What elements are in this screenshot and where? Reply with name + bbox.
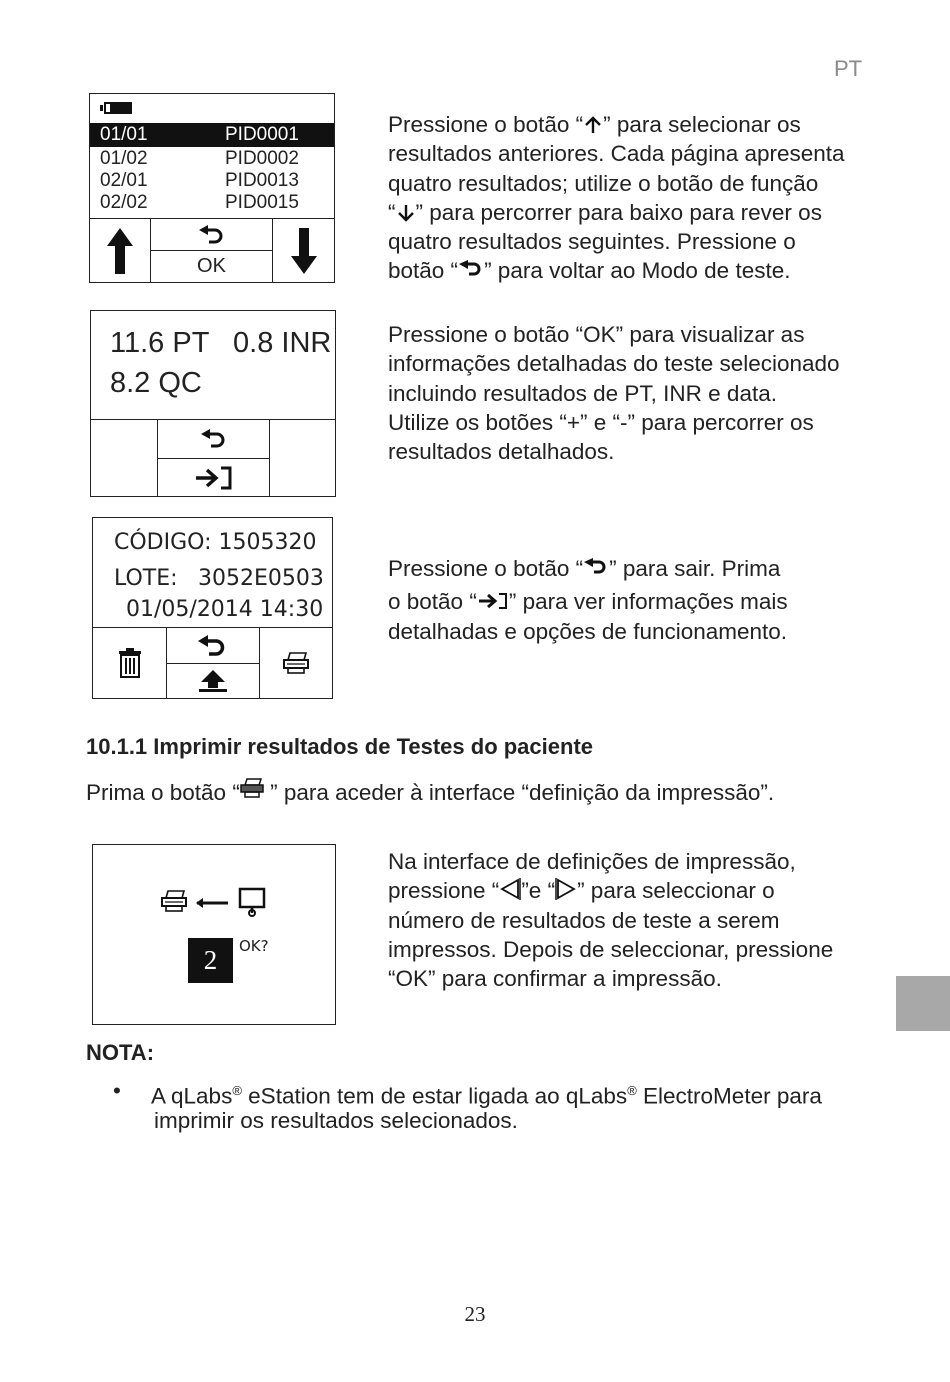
row-date: 02/01 <box>100 170 148 191</box>
arrow-down-icon <box>396 204 416 222</box>
list-item-selected[interactable] <box>90 123 334 147</box>
row-date: 02/02 <box>100 192 148 213</box>
enter-button[interactable] <box>157 458 270 497</box>
return-button[interactable] <box>157 419 270 459</box>
row-pid: PID0002 <box>225 148 299 169</box>
arrow-left-icon <box>195 898 229 908</box>
return-icon <box>583 558 609 576</box>
note-line-2: imprimir os resultados selecionados. <box>154 1108 518 1133</box>
pt-inr-readout: 11.6 PT 0.8 INR <box>110 327 332 359</box>
printer-icon <box>240 778 264 798</box>
triangle-right-icon <box>555 878 577 900</box>
row-pid: PID0013 <box>225 170 299 191</box>
empty-softkey-left <box>90 419 158 497</box>
code-line: CÓDIGO: 1505320 <box>114 530 317 555</box>
arrow-down-button[interactable] <box>272 218 335 283</box>
lot-value: 3052E0503 <box>198 566 324 591</box>
empty-softkey-right <box>269 419 336 497</box>
return-icon <box>196 635 230 657</box>
instruction-detail: Pressione o botão “OK” para visualizar as informações detalhadas do teste selecionado incluindo resultados de PT, INR e data. Utilize os botões “+” e “-” para percorrer os resultados detalhados. <box>388 322 840 465</box>
note-label: NOTA: <box>86 1040 155 1065</box>
print-button[interactable] <box>259 627 333 699</box>
arrow-up-icon <box>583 116 603 134</box>
list-item[interactable] <box>90 170 334 192</box>
row-date: 01/02 <box>100 148 148 169</box>
qc-readout: 8.2 QC <box>110 367 202 399</box>
arrow-down-icon <box>289 226 319 276</box>
enter-icon <box>477 592 509 610</box>
screen-code-lot <box>92 517 333 699</box>
print-count-value: 2 <box>203 945 218 975</box>
language-tag: PT <box>834 56 863 81</box>
arrow-up-button[interactable] <box>89 218 151 283</box>
row-date: 01/01 <box>100 124 148 145</box>
triangle-left-icon <box>499 878 521 900</box>
instruction-exit: Pressione o botão “ ” para sair. Prima o botão “ ” para ver informações mais detalhadas e opções de funcionamento. <box>388 556 788 644</box>
row-pid: PID0015 <box>225 192 299 213</box>
instruction-navigate: Pressione o botão “ ” para selecionar os resultados anteriores. Cada página apresenta quatro resultados; utilize o botão de função “ ” para percorrer para baixo para rever os quatro resultados seguintes. Pressione o botão “ ” para voltar ao Modo de teste. <box>388 112 845 284</box>
monitor-icon <box>238 887 266 917</box>
battery-icon <box>100 102 134 114</box>
upload-icon <box>196 669 230 693</box>
return-icon <box>199 429 229 449</box>
delete-button[interactable] <box>92 627 167 699</box>
return-icon <box>458 260 484 278</box>
arrow-up-icon <box>105 226 135 276</box>
upload-button[interactable] <box>166 663 260 699</box>
screen-print-settings <box>92 844 336 1025</box>
test-datetime: 01/05/2014 14:30 <box>126 597 324 622</box>
instruction-print: Na interface de definições de impressão, pressione “ ”e “ ” para seleccionar o número de resultados de teste a serem impressos. Depois de seleccionar, pressione “OK” para confirmar a impressão. <box>388 849 834 992</box>
row-pid: PID0001 <box>225 124 299 145</box>
ok-button[interactable] <box>150 250 273 283</box>
return-button[interactable] <box>150 218 273 251</box>
screen-test-detail <box>90 310 336 497</box>
ok-label: OK <box>197 255 226 277</box>
list-item[interactable] <box>90 148 334 170</box>
section-intro: Prima o botão “ ” para aceder à interface “definição da impressão”. <box>86 780 775 805</box>
return-icon <box>197 225 227 245</box>
list-item[interactable] <box>90 192 334 214</box>
section-heading: 10.1.1 Imprimir resultados de Testes do paciente <box>86 734 593 759</box>
printer-icon <box>282 652 310 674</box>
page-number: 23 <box>464 1302 486 1326</box>
lot-label: LOTE: <box>114 566 178 591</box>
trash-icon <box>118 648 142 678</box>
note-line-1: A qLabs® eStation tem de estar ligada ao qLabs® ElectroMeter para <box>151 1083 822 1109</box>
ok-prompt: OK? <box>239 937 269 955</box>
bullet-marker: • <box>113 1078 121 1103</box>
return-button[interactable] <box>166 627 260 664</box>
screen-results-list <box>89 93 335 283</box>
printer-icon <box>160 890 188 912</box>
enter-icon <box>194 465 234 491</box>
chapter-tab <box>896 976 950 1031</box>
print-count-display[interactable] <box>188 938 233 983</box>
